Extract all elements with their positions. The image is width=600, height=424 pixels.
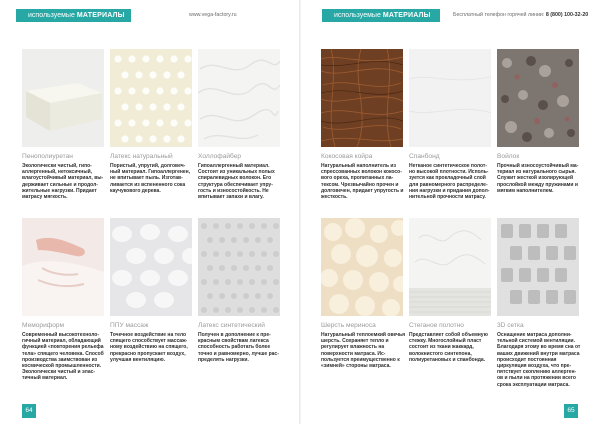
hotline-label: Бесплатный телефон горячей линии: bbox=[453, 12, 545, 18]
massage-foam-image bbox=[110, 218, 192, 316]
material-title: Мемориформ bbox=[22, 322, 65, 329]
left-header bbox=[0, 9, 300, 22]
material-title: Войлок bbox=[497, 153, 520, 160]
page-number-left: 64 bbox=[22, 404, 36, 418]
material-description: Оснащение матраса дополни-тельной системой вентиляции. Благодаря этому во время сна от ваших движений внутри матраса происходит постоянная циркуляция воздуха, что пре-пятствует скоплению аллерген-ов и пыли на протяжении всего срока эксплуатации матраса. bbox=[497, 332, 581, 388]
material-title: Латекс синтетический bbox=[198, 322, 265, 329]
foam-block-image bbox=[22, 49, 104, 147]
material-title: Пенополиуретан bbox=[22, 153, 73, 160]
merino-wool-image bbox=[321, 218, 403, 316]
material-description: Натуральный наполнитель из спрессованных волокон кокосо-вого ореха, пропитанных ла-тексом. Чрезвычайно прочен и долговечен, придает упругость и жесткость. bbox=[321, 163, 404, 201]
material-title: ППУ массаж bbox=[110, 322, 149, 329]
right-page bbox=[300, 0, 600, 424]
felt-image bbox=[497, 49, 579, 147]
hotline bbox=[453, 9, 588, 22]
material-description: Экологически чистый, гипо-аллергенный, нетоксичный, влагоустойчивый материал, вы-держивает сильные и продол-жительные нагрузки. Придает матрасу мягкость. bbox=[22, 163, 104, 201]
material-description: Гипоаллергенный материал. Состоит из уникальных полых спиралевидных волокон. Его структура обеспечивает упру-гость и износостойкость. Не впитывает запахи и влагу. bbox=[198, 163, 275, 201]
material-description: Представляет собой объемную стежку. Многослойный пласт состоит из ткани жаккард, волокнистого синтепона, полиуретановых и спанбонда. bbox=[409, 332, 488, 363]
right-header bbox=[300, 9, 600, 22]
material-description: Нетканое синтетическое полот-но высокой плотности. Исполь-зуется как прокладочный слой для равномерного распределе-ния нагрузки и придания допол-нительной прочности матрасу. bbox=[409, 163, 490, 201]
spine-fold bbox=[299, 0, 301, 424]
latex-image bbox=[110, 49, 192, 147]
material-title: Холлофайбер bbox=[198, 153, 242, 160]
material-title: Стеганое полотно bbox=[409, 322, 464, 329]
page-number-right: 65 bbox=[564, 404, 578, 418]
material-description: Прочный износоустойчивый ма-териал из натурального сырья. Служит жесткой изолирующей прослойкой между пружинами и мягким наполнителем. bbox=[497, 163, 579, 194]
section-bold: МАТЕРИАЛЫ bbox=[382, 12, 431, 19]
hotline-phone[interactable]: 8 (800) 100-32-20 bbox=[545, 12, 589, 18]
material-title: 3D сетка bbox=[497, 322, 524, 329]
spunbond-image bbox=[409, 49, 491, 147]
synthetic-latex-image bbox=[198, 218, 280, 316]
section-prefix: используемые bbox=[28, 12, 75, 19]
section-banner bbox=[322, 9, 440, 22]
material-description: Современный высокотехноло-гичный материал, обладающий функцией «повторения рельефа тела» спящего человека. Способ производства заимствован из космической промышленности. Экологически чистый и элас-тичный материал. bbox=[22, 332, 104, 382]
material-description: Натуральный теплоемкий овечья шерсть. Сохраняет тепло и регулирует влажность на поверхности матраса. Ис-пользуется преимущественно к «зимней» стороны матраса. bbox=[321, 332, 405, 370]
material-title: Кокосовая койра bbox=[321, 153, 373, 160]
coconut-coir-image bbox=[321, 49, 403, 147]
mesh-3d-image bbox=[497, 218, 579, 316]
quilted-fabric-image bbox=[409, 218, 491, 316]
material-title: Шерсть мериноса bbox=[321, 322, 376, 329]
hollofiber-image bbox=[198, 49, 280, 147]
section-banner bbox=[16, 9, 131, 22]
section-prefix: используемые bbox=[334, 12, 381, 19]
material-description: Точечное воздействие на тело спящего способствует массаж-ному воздействию на спящего, прекрасно пропускает воздух, улучшая вентиляцию. bbox=[110, 332, 188, 363]
site-url[interactable]: www.vega-factory.ru bbox=[189, 12, 237, 18]
material-title: Латекс натуральный bbox=[110, 153, 173, 160]
memory-foam-image bbox=[22, 218, 104, 316]
material-description: Пористый, упругий, долговеч-ный материал. Гипоаллергенен, не впитывает пыль. Изготав-ливается из вспененного сока каучукового дерева. bbox=[110, 163, 191, 194]
section-bold: МАТЕРИАЛЫ bbox=[76, 12, 125, 19]
material-title: Спанбонд bbox=[409, 153, 440, 160]
material-description: Получен в дополнение к пре-красным свойствам латекса способность работать более точно и равномерно, лучше рас-пределять нагрузки. bbox=[198, 332, 279, 363]
